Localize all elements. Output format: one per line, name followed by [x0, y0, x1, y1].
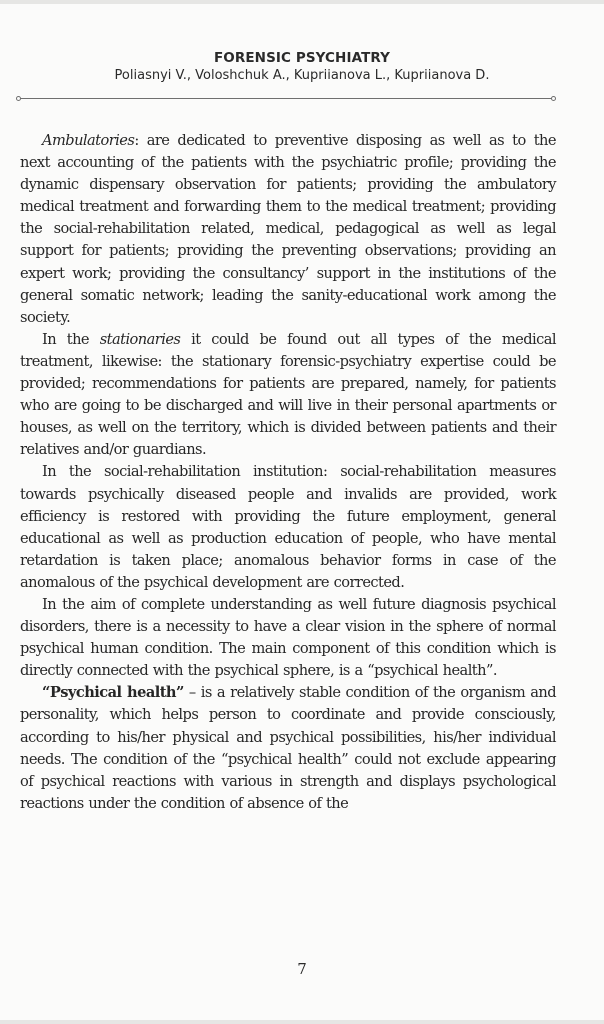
rule-end-dot-icon	[16, 96, 21, 101]
term-stationaries: stationaries	[99, 330, 181, 348]
header-rule	[20, 98, 552, 99]
paragraph-text: In the	[42, 330, 100, 348]
term-psychical-health: “Psychical health”	[42, 684, 184, 702]
term-ambulatories: Ambulatories	[42, 132, 135, 149]
paragraph-text: : are dedicated to preventive disposing as well as to the next accounting of the patients with the psychiatric profile; providing the dynamic dispensary observation for patients; providing the ambulatory medical treatment and forwarding them to the medical treatment; providing the social-rehabilitation related, medical, pedagogical as well as legal support for patients; providing the preventing observations; providing an expert work; providing the consultancy’ support in the institutions of the general somatic network; leading the sanity-educational work among the society.	[20, 132, 556, 326]
paragraph-social-rehabilitation: In the social-rehabilitation institution: social-rehabilitation measures towards psychically diseased people and invalids are provided, work efficiency is restored with providing the future employment, general educational as well as production education of people, who have mental retardation is taken place; anomalous behavior forms in case of the anomalous of the psychical development are corrected.	[20, 463, 556, 591]
paragraph-psychical-health	[20, 682, 556, 815]
paragraph-aim: In the aim of complete understanding as well future diagnosis psychical disorders, there is a necessity to have a clear vision in the sphere of normal psychical human condition. The main component of this condition which is directly connected with the psychical sphere, is a “psychical health”.	[20, 595, 556, 680]
body-text	[20, 130, 556, 815]
paragraph-ambulatories	[20, 130, 556, 329]
page-number: 7	[297, 960, 307, 978]
book-page	[0, 4, 604, 1020]
running-header	[0, 50, 604, 85]
header-authors: Poliasnyi V., Voloshchuk A., Kupriianova L., Kupriianova D.	[114, 68, 490, 83]
paragraph-text: it could be found out all types of the medical treatment, likewise: the stationary forensic-psychiatry expertise could be provided; recommendations for patients are prepared, namely, for patients who are going to be discharged and will live in their personal apartments or houses, as well on the territory, which is divided between patients and their relatives and/or guardians.	[20, 330, 556, 459]
paragraph-stationaries	[20, 329, 556, 462]
header-title: FORENSIC PSYCHIATRY	[213, 50, 391, 66]
rule-end-dot-icon	[551, 96, 556, 101]
paragraph-text: – is a relatively stable condition of the organism and personality, which helps person to coordinate and provide consciously, according to his/her physical and psychical possibilities, his/her individual needs. The condition of the “psychical health” could not exclude appearing of psychical reactions with various in strength and displays psychological reactions under the condition of absence of the	[20, 684, 556, 812]
